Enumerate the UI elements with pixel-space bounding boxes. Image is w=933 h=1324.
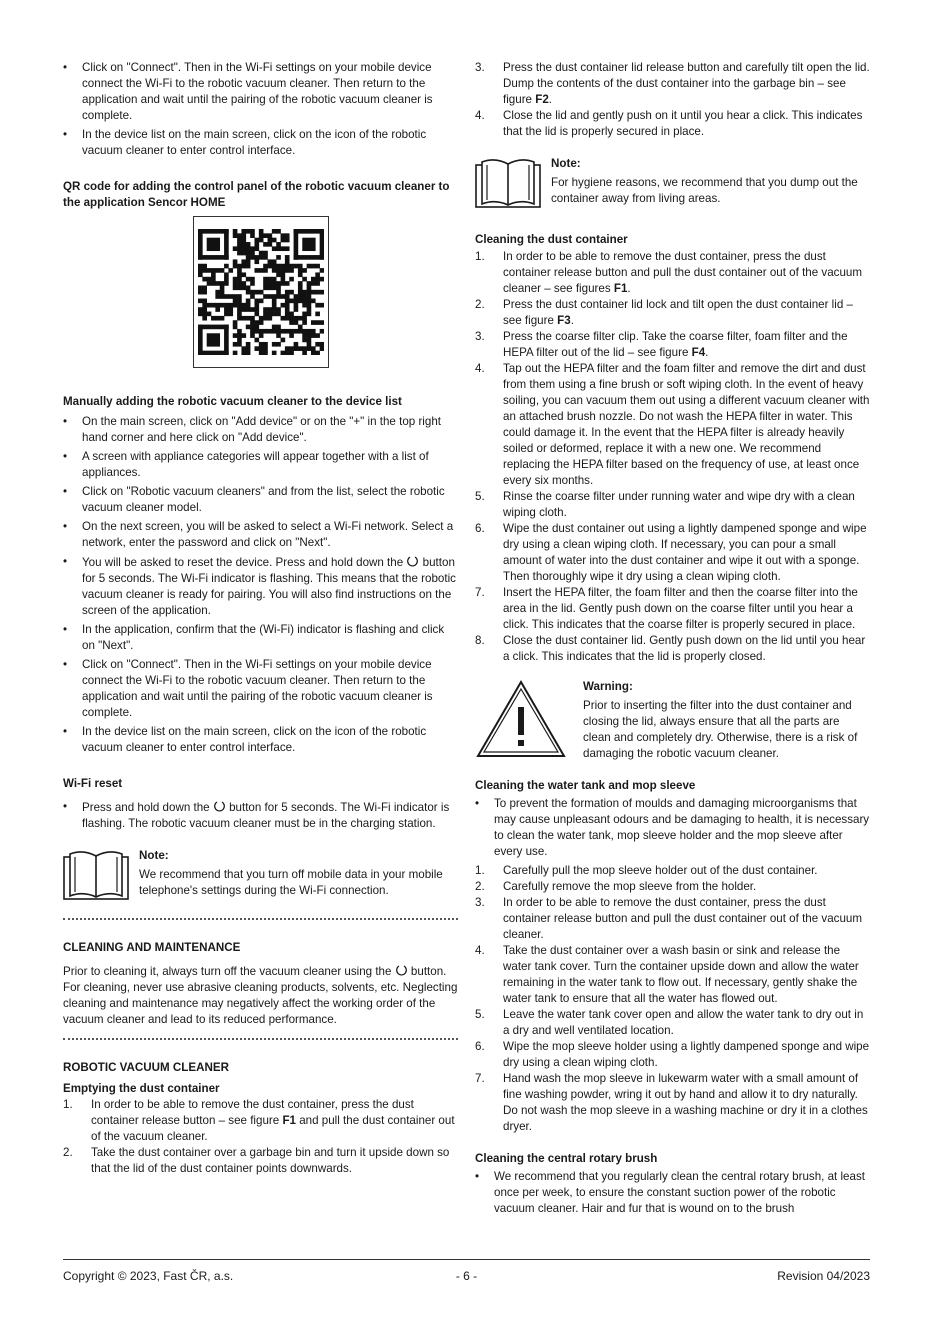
list-item <box>475 249 870 297</box>
revision: Revision 04/2023 <box>777 1269 870 1283</box>
wifi-text-a: Press and hold down the <box>82 801 210 814</box>
list-item: • In the device list on the main screen, click on the icon of the robotic vacuum cleaner to enter control interface. <box>63 724 458 756</box>
right-column <box>475 60 870 1220</box>
step-text: Carefully remove the mop sleeve from the holder. <box>503 880 757 893</box>
rotary-brush-bullets <box>475 1169 870 1217</box>
step-number: 3. <box>475 330 485 343</box>
list-item <box>475 489 870 521</box>
warning-content <box>583 679 870 762</box>
list-item <box>475 633 870 665</box>
step-number: 1. <box>63 1098 73 1111</box>
list-item <box>63 1145 458 1177</box>
cleaning-paragraph <box>63 963 458 980</box>
step-number: 4. <box>475 109 485 122</box>
reset-text-a: You will be asked to reset the device. Press and hold down the <box>82 556 404 569</box>
list-item <box>475 1039 870 1071</box>
figure-ref: F2 <box>535 93 549 106</box>
open-book-note-icon <box>475 156 541 208</box>
emptying-steps <box>63 1097 458 1177</box>
step-text: Wipe the dust container out using a lightly dampened sponge and wipe dry using a clean wiping cloth. If necessary, you can pour a small amount of water into the dust container and wipe it out with a sponge. Then thoroughly wipe it dry using a clean wiping cloth. <box>503 522 867 583</box>
step-text: Wipe the mop sleeve holder using a lightly dampened sponge and wipe dry using a clean wiping cloth. <box>503 1040 870 1069</box>
water-tank-steps <box>475 863 870 1135</box>
step-text: Take the dust container over a garbage bin and turn it upside down so that the lid of the dust container points downwards. <box>91 1146 450 1175</box>
step-number: 3. <box>475 896 485 909</box>
qr-container <box>63 216 458 368</box>
warning-text: Prior to inserting the filter into the dust container and closing the lid, always ensure that all the parts are clean and completely dry. Otherwise, there is a risk of damaging the robotic vacuum cleaner. <box>583 699 858 760</box>
emptying-heading: Emptying the dust container <box>63 1082 220 1095</box>
note-content <box>139 848 458 899</box>
list-item <box>475 943 870 1007</box>
step-number: 2. <box>475 880 485 893</box>
copyright: Copyright © 2023, Fast ČR, a.s. <box>63 1269 234 1283</box>
figure-ref: F1 <box>282 1114 296 1127</box>
list-item <box>475 329 870 361</box>
manual-heading: Manually adding the robotic vacuum cleaner to the device list <box>63 395 402 408</box>
step-text: Tap out the HEPA filter and the foam filter and remove the dirt and dust from them using a fine brush or soft wiping cloth. In the event of heavy soiling, you can vacuum them out using a different vacuum cleaner with an attached brush nozzle. Do not wash the HEPA filter in water. This could damage it. In the event that the HEPA filter is already heavily soiled or deformed, replace it with a new one. We recommend replacing the HEPA filter based on the frequency of use, at least once every six months. <box>503 362 870 487</box>
wifi-reset-bullets <box>63 799 458 832</box>
step-number: 2. <box>63 1146 73 1159</box>
note-text: For hygiene reasons, we recommend that you dump out the container away from living areas. <box>551 176 858 205</box>
list-item: • A screen with appliance categories will appear together with a list of appliances. <box>63 449 458 481</box>
step-text: Leave the water tank cover open and allow the water tank to dry out in a dry and well ventilated location. <box>503 1008 864 1037</box>
list-item <box>475 361 870 489</box>
note-content <box>551 156 870 207</box>
cleaning-text-b: button. <box>410 965 447 978</box>
figure-ref: F4 <box>691 346 706 359</box>
step-text: In order to be able to remove the dust container, press the dust container release button and pull the dust container out of the vacuum cleaner. <box>503 896 862 941</box>
warning-triangle-icon <box>475 679 567 759</box>
list-item <box>475 1071 870 1135</box>
step-number: 7. <box>475 1072 485 1085</box>
step-text: Press the dust container lid lock and tilt open the dust container lid – see figure <box>503 298 853 327</box>
list-item <box>475 1007 870 1039</box>
list-item <box>475 521 870 585</box>
rotary-brush-heading: Cleaning the central rotary brush <box>475 1152 658 1165</box>
water-tank-bullets <box>475 796 870 860</box>
list-item <box>475 585 870 633</box>
warning-box <box>475 679 870 762</box>
list-item <box>63 799 458 832</box>
step-text: Close the lid and gently push on it until you hear a click. This indicates that the lid is properly secured in place. <box>503 109 863 138</box>
wifi-text-b: button for 5 seconds. The Wi-Fi indicator is flashing. The robotic vacuum cleaner must be in the charging station. <box>82 801 450 830</box>
robotic-heading: ROBOTIC VACUUM CLEANER <box>63 1061 229 1074</box>
step-number: 5. <box>475 490 485 503</box>
step-text: Press the coarse filter clip. Take the coarse filter, foam filter and the HEPA filter out of the lid – see figure <box>503 330 848 359</box>
step-text: Hand wash the mop sleeve in lukewarm water with a small amount of fine washing powder, wring it out by hand and allow it to dry naturally. Do not wash the mop sleeve in a washing machine or dry it in a clothes dryer. <box>503 1072 868 1133</box>
cleaning-paragraph-2: For cleaning, never use abrasive cleaning products, solvents, etc. Neglecting cleaning and maintenance may negatively affect the working order of the vacuum cleaner and lead to its reduced performance. <box>63 981 458 1026</box>
dotted-divider <box>63 918 458 920</box>
period: . <box>627 282 631 295</box>
note-box <box>63 848 458 900</box>
qr-heading: QR code for adding the control panel of the robotic vacuum cleaner to the application Sencor HOME <box>63 180 450 209</box>
power-icon <box>406 554 419 567</box>
list-item: • In the device list on the main screen, click on the icon of the robotic vacuum cleaner to enter control interface. <box>63 127 458 159</box>
list-item <box>475 879 870 895</box>
list-item: • On the main screen, click on "Add device" or on the "+" in the top right hand corner and here click on "Add device". <box>63 414 458 446</box>
note-title: Note: <box>551 157 581 170</box>
period: . <box>570 314 574 327</box>
left-column <box>63 60 458 1177</box>
step-text: Rinse the coarse filter under running water and wipe dry with a clean wiping cloth. <box>503 490 855 519</box>
note-text: We recommend that you turn off mobile data in your mobile telephone's settings during the Wi-Fi connection. <box>139 868 443 897</box>
step-text: In order to be able to remove the dust container, press the dust container release button – see figure <box>91 1098 414 1127</box>
list-item: • In the application, confirm that the (Wi-Fi) indicator is flashing and click on "Next". <box>63 622 458 654</box>
water-tank-heading: Cleaning the water tank and mop sleeve <box>475 779 696 792</box>
list-item: • On the next screen, you will be asked to select a Wi-Fi network. Select a network, enter the password and click on "Next". <box>63 519 458 551</box>
list-item <box>475 297 870 329</box>
list-item: • Click on "Connect". Then in the Wi-Fi settings on your mobile device connect the Wi-Fi to the robotic vacuum cleaner. Then return to the application and wait until the pairing of the robotic vacuum cleaner is complete. <box>63 657 458 721</box>
step-number: 4. <box>475 944 485 957</box>
step-number: 6. <box>475 1040 485 1053</box>
step-number: 8. <box>475 634 485 647</box>
list-item: • Click on "Connect". Then in the Wi-Fi settings on your mobile device connect the Wi-Fi to the robotic vacuum cleaner. Then return to the application and wait until the pairing of the robotic vacuum cleaner is complete. <box>63 60 458 124</box>
step-text: Press the dust container lid release button and carefully tilt open the lid. Dump the contents of the dust container into the garbage bin – see figure <box>503 61 870 106</box>
intro-bullets <box>63 60 458 159</box>
list-item: • We recommend that you regularly clean the central rotary brush, at least once per week, to ensure the constant suction power of the robotic vacuum cleaner. Hair and fur that is wound on to the brush <box>475 1169 870 1217</box>
step-number: 6. <box>475 522 485 535</box>
cleaning-heading: CLEANING AND MAINTENANCE <box>63 941 241 954</box>
note-title: Note: <box>139 849 169 862</box>
list-item <box>475 895 870 943</box>
step-text: and pull the dust container out of the vacuum cleaner. <box>91 1114 455 1143</box>
open-book-note-icon <box>63 848 129 900</box>
cleaning-text-a: Prior to cleaning it, always turn off the vacuum cleaner using the <box>63 965 392 978</box>
reset-text-b: button for 5 seconds. The Wi-Fi indicator is flashing. This means that the robotic vacuum cleaner is ready for pairing. You will also find instructions on the screen of the application. <box>82 556 456 617</box>
step-number: 4. <box>475 362 485 375</box>
step-number: 3. <box>475 61 485 74</box>
wifi-reset-heading: Wi-Fi reset <box>63 777 123 790</box>
power-icon <box>213 799 226 812</box>
list-item: • Click on "Robotic vacuum cleaners" and from the list, select the robotic vacuum cleaner model. <box>63 484 458 516</box>
list-item: • To prevent the formation of moulds and damaging microorganisms that may cause unpleasant odours and be damaging to health, it is necessary to clean the water tank, mop sleeve holder and the mop sleeve after every use. <box>475 796 870 860</box>
qr-code <box>198 229 324 355</box>
manual-bullets <box>63 414 458 756</box>
step-number: 2. <box>475 298 485 311</box>
step-text: Take the dust container over a wash basin or sink and release the water tank cover. Turn the container upside down and allow the water remaining in the water tank to flow out. If necessary, gently shake the water tank to ensure that all the water has flowed out. <box>503 944 859 1005</box>
step-number: 1. <box>475 864 485 877</box>
qr-code-frame <box>193 216 329 368</box>
list-item <box>63 554 458 619</box>
page-number: - 6 - <box>455 1269 478 1283</box>
step-number: 1. <box>475 250 485 263</box>
step-text: Close the dust container lid. Gently push down on the lid until you hear a click. This indicates that the lid is properly closed. <box>503 634 866 663</box>
figure-ref: F1 <box>613 282 628 295</box>
period: . <box>548 93 553 106</box>
list-item <box>475 863 870 879</box>
warning-title: Warning: <box>583 680 633 693</box>
step-number: 5. <box>475 1008 485 1021</box>
step-text: Carefully pull the mop sleeve holder out of the dust container. <box>503 864 818 877</box>
dust-container-steps <box>475 249 870 665</box>
list-item <box>475 60 870 108</box>
power-icon <box>395 963 408 976</box>
list-item <box>475 108 870 140</box>
note-box <box>475 156 870 208</box>
page-footer <box>63 1259 870 1283</box>
dust-container-heading: Cleaning the dust container <box>475 233 628 246</box>
step-text: Insert the HEPA filter, the foam filter and then the coarse filter into the area in the lid. Gently push down on the coarse filter until you hear a click. This indicates that the coarse filter is properly secured in place. <box>503 586 858 631</box>
period: . <box>705 346 709 359</box>
list-item <box>63 1097 458 1145</box>
step-text: In order to be able to remove the dust container, press the dust container release button and pull the dust container out of the vacuum cleaner – see figures <box>503 250 862 295</box>
dotted-divider <box>63 1038 458 1040</box>
figure-ref: F3 <box>557 314 571 327</box>
step-number: 7. <box>475 586 485 599</box>
emptying-steps-continued <box>475 60 870 140</box>
